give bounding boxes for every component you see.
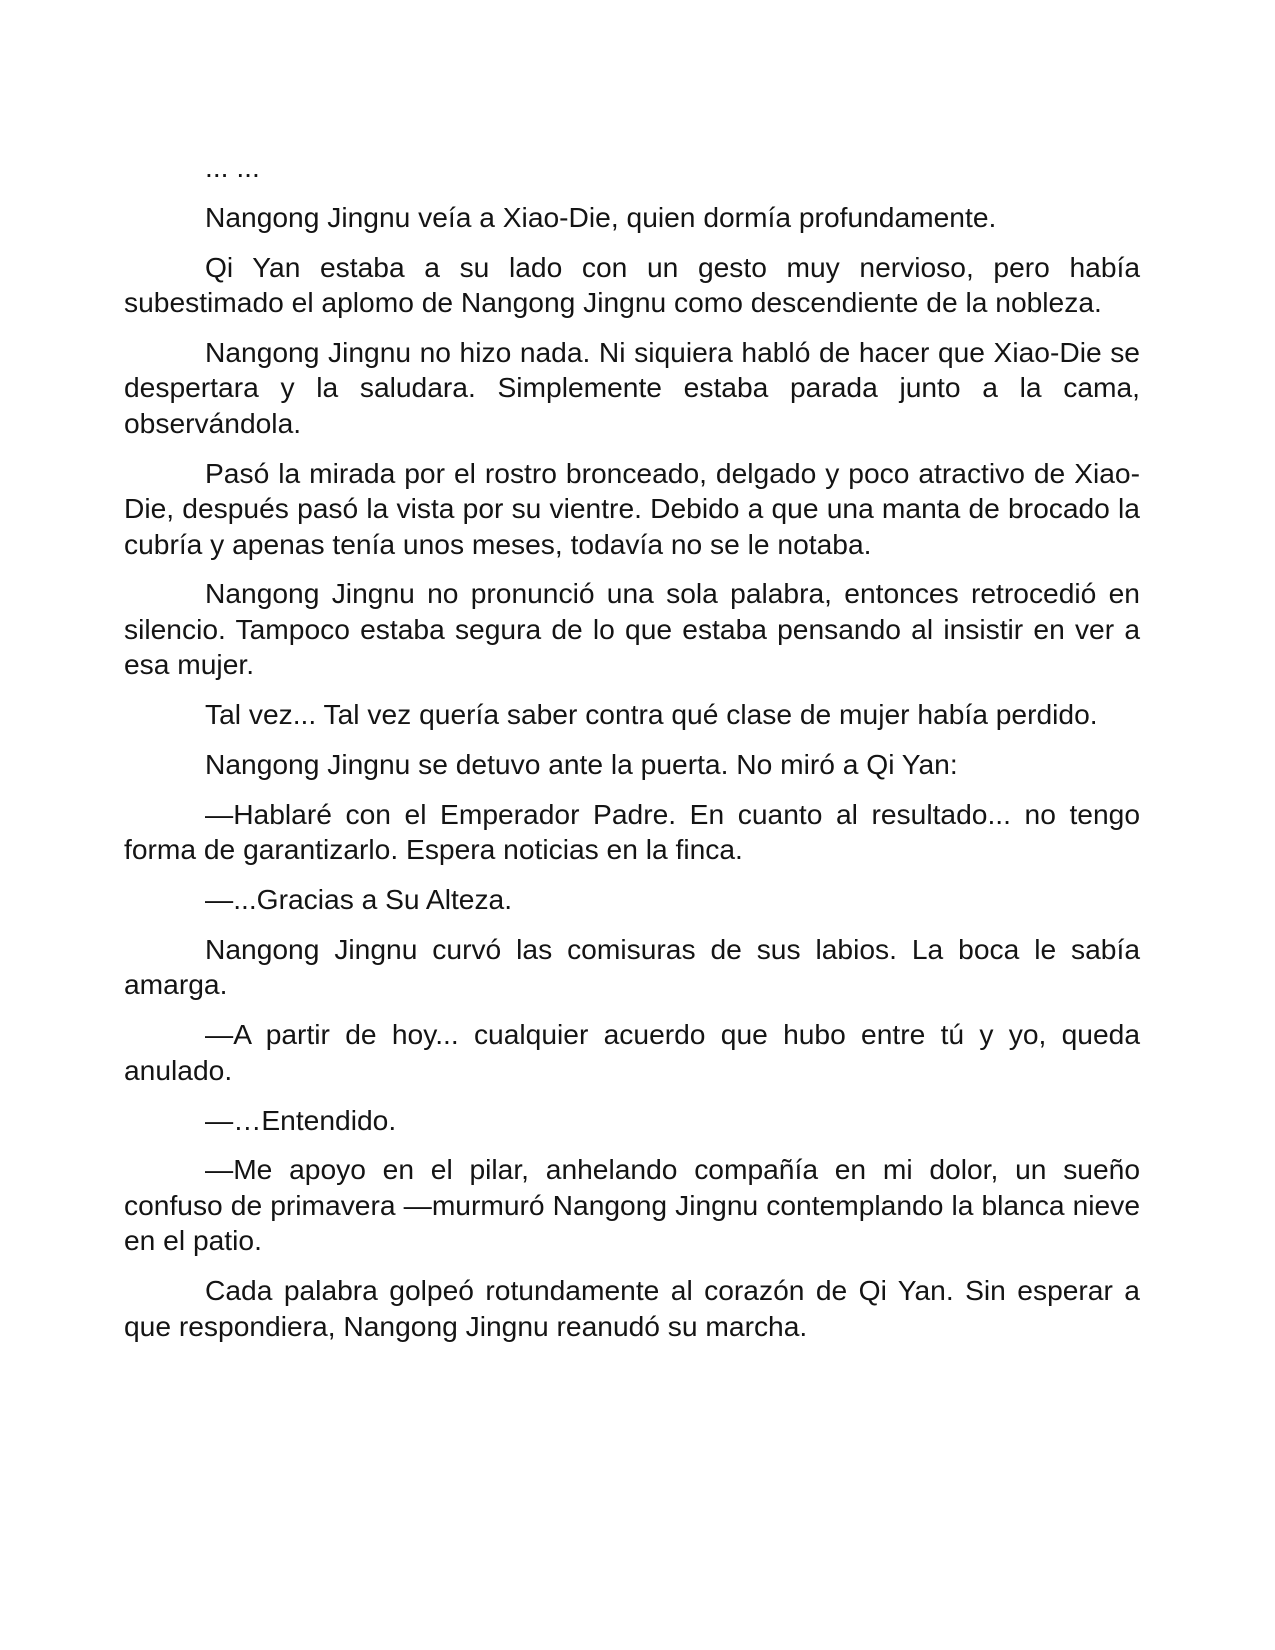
paragraph: Nangong Jingnu curvó las comisuras de sus labios. La boca le sabía amarga. [124,932,1140,1001]
paragraph: Nangong Jingnu se detuvo ante la puerta. No miró a Qi Yan: [205,748,958,781]
paragraph: Tal vez... Tal vez quería saber contra qué clase de mujer había perdido. [205,698,1098,731]
dialogue-paragraph: —Me apoyo en el pilar, anhelando compañía en mi dolor, un sueño confuso de primavera —murmuró Nangong Jingnu contemplando la blanca nieve en el patio. [124,1153,1140,1257]
dialogue-paragraph: —...Gracias a Su Alteza. [205,883,513,916]
paragraph: Nangong Jingnu veía a Xiao-Die, quien dormía profundamente. [205,200,997,233]
dialogue-paragraph: —…Entendido. [205,1103,397,1136]
paragraph: Qi Yan estaba a su lado con un gesto muy nervioso, pero había subestimado el aplomo de Nangong Jingnu como descendiente de la nobleza. [124,250,1140,319]
paragraph: Nangong Jingnu no hizo nada. Ni siquiera habló de hacer que Xiao-Die se despertara y la saludara. Simplemente estaba parada junto a la cama, observándola. [124,335,1140,439]
paragraph: Pasó la mirada por el rostro bronceado, delgado y poco atractivo de Xiao-Die, después pasó la vista por su vientre. Debido a que una manta de brocado la cubría y apenas tenía unos meses, todavía no se le notaba. [124,456,1140,560]
paragraph: Nangong Jingnu no pronunció una sola palabra, entonces retrocedió en silencio. Tampoco estaba segura de lo que estaba pensando al insistir en ver a esa mujer. [124,577,1140,681]
dialogue-paragraph: —Hablaré con el Emperador Padre. En cuanto al resultado... no tengo forma de garantizarlo. Espera noticias en la finca. [124,797,1140,866]
paragraph: Cada palabra golpeó rotundamente al corazón de Qi Yan. Sin esperar a que respondiera, Nangong Jingnu reanudó su marcha. [124,1274,1140,1342]
body-text [124,150,1140,1358]
dialogue-paragraph: —A partir de hoy... cualquier acuerdo que hubo entre tú y yo, queda anulado. [124,1018,1140,1086]
paragraph-ellipsis: ... ... [205,151,260,183]
